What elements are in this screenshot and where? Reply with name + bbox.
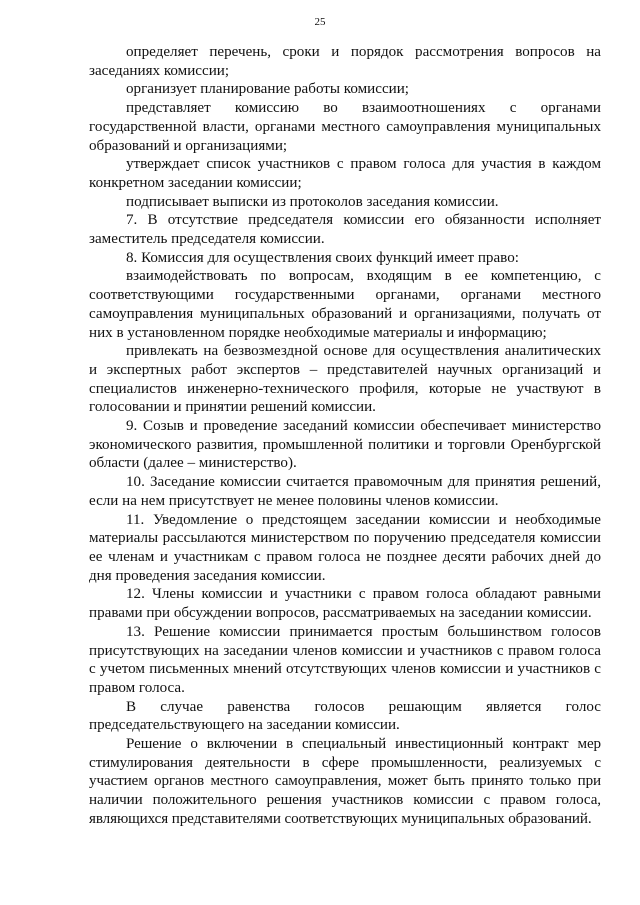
paragraph-represents-commission: представляет комиссию во взаимоотношениях с органами государственной власти, органами местного самоуправления муниципальных образований и организациями; xyxy=(89,100,601,154)
paragraph-item-11: 11. Уведомление о предстоящем заседании комиссии и необходимые материалы рассылаются министерством по поручению председателя комиссии ее членам и участникам с правом голоса не позднее десяти рабочих дней до дня проведения заседания комиссии. xyxy=(89,511,601,584)
paragraph-item-9: 9. Созыв и проведение заседаний комиссии обеспечивает министерство экономического развития, промышленной политики и торговли Оренбургской области (далее – министерство). xyxy=(89,418,601,472)
paragraph-interact-bodies: взаимодействовать по вопросам, входящим в ее компетенцию, с соответствующими государственными органами, органами местного самоуправления муниципальных образований и организациями, получать от них в установленном порядке необходимые материалы и информацию; xyxy=(89,268,601,341)
paragraph-item-13: 13. Решение комиссии принимается простым большинством голосов присутствующих на заседании членов комиссии и участников с правом голоса с учетом письменных мнений отсутствующих членов комиссии и участников с правом голоса. xyxy=(89,623,601,696)
paragraph-investment-contract: Решение о включении в специальный инвестиционный контракт мер стимулирования деятельности в сфере промышленности, реализуемых с участием органов местного самоуправления, может быть принято только при наличии положительного решения участников комиссии с правом голоса, являющихся представителями соответствующих муниципальных образований. xyxy=(89,736,601,827)
paragraph-approves-participants: утверждает список участников с правом голоса для участия в каждом конкретном заседании комиссии; xyxy=(89,156,601,191)
paragraph-signs-extracts: подписывает выписки из протоколов заседания комиссии. xyxy=(126,193,499,210)
paragraph-tie-vote: В случае равенства голосов решающим является голос председательствующего на заседании комиссии. xyxy=(89,698,601,734)
paragraph-organizes-planning: организует планирование работы комиссии; xyxy=(126,81,409,98)
paragraph-item-8: 8. Комиссия для осуществления своих функций имеет право: xyxy=(126,249,519,266)
paragraph-determines-list: определяет перечень, сроки и порядок рассмотрения вопросов на заседаниях комиссии; xyxy=(89,44,601,79)
paragraph-item-7: 7. В отсутствие председателя комиссии его обязанности исполняет заместитель председателя комиссии. xyxy=(89,212,601,248)
page-number: 25 xyxy=(314,16,326,28)
document-body xyxy=(89,43,601,829)
paragraph-attract-experts: привлекать на безвозмездной основе для осуществления аналитических и экспертных работ экспертов – представителей научных организаций и специалистов инженерно-технического профиля, которые не участвуют в голосовании и принятии решений комиссии. xyxy=(89,343,601,416)
paragraph-item-12: 12. Члены комиссии и участники с правом голоса обладают равными правами при обсуждении вопросов, рассматриваемых на заседании комиссии. xyxy=(89,586,601,622)
paragraph-item-10: 10. Заседание комиссии считается правомочным для принятия решений, если на нем присутствует не менее половины членов комиссии. xyxy=(89,474,601,509)
